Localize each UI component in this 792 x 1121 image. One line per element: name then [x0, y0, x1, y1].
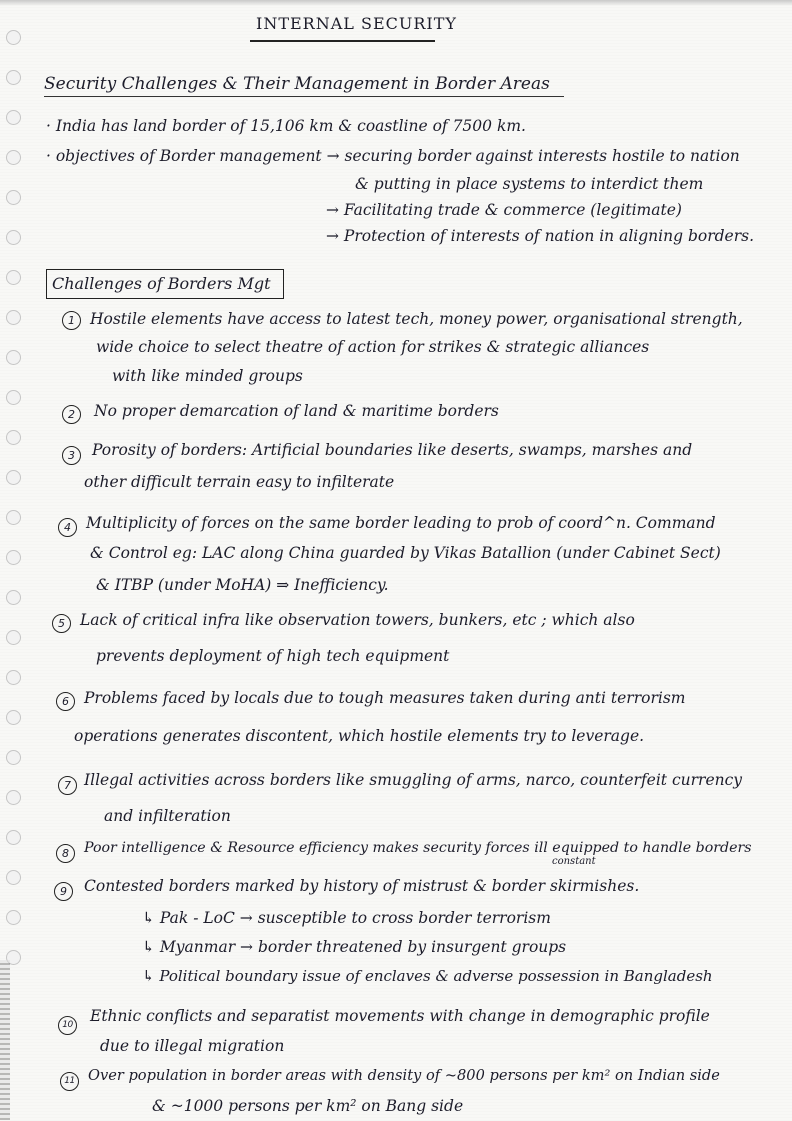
- challenges-heading: Challenges of Borders Mgt: [52, 274, 271, 293]
- sub-item: ↳ Political boundary issue of enclaves & adverse possession in Bangladesh: [142, 967, 713, 985]
- binder-hole: [6, 470, 21, 485]
- item-number: 9: [54, 882, 73, 901]
- page-title: INTERNAL SECURITY: [256, 14, 457, 33]
- item-line: & Control eg: LAC along China guarded by Vikas Batallion (under Cabinet Sect): [90, 544, 721, 562]
- item-number: 11: [60, 1072, 79, 1091]
- binder-hole: [6, 790, 21, 805]
- item-line: operations generates discontent, which hostile elements try to leverage.: [74, 727, 645, 745]
- scan-edge: [0, 960, 10, 1120]
- binder-hole: [6, 710, 21, 725]
- item-line: due to illegal migration: [100, 1037, 285, 1055]
- sub-item: ↳ Pak - LoC → susceptible to cross border terrorism: [142, 909, 551, 927]
- binder-hole: [6, 150, 21, 165]
- item-line: Problems faced by locals due to tough measures taken during anti terrorism: [84, 689, 686, 707]
- binder-holes: [2, 30, 28, 1110]
- binder-hole: [6, 510, 21, 525]
- item-number: 5: [52, 614, 71, 633]
- binder-hole: [6, 190, 21, 205]
- item-line: other difficult terrain easy to infilterate: [84, 473, 395, 491]
- item-number: 10: [58, 1016, 77, 1035]
- item-line: Ethnic conflicts and separatist movements with change in demographic profile: [90, 1007, 710, 1025]
- item-number: 1: [62, 311, 81, 330]
- binder-hole: [6, 30, 21, 45]
- section-heading: Security Challenges & Their Management in Border Areas: [44, 74, 550, 94]
- item-line: and infilteration: [104, 807, 231, 825]
- intro-objectives-line: · objectives of Border management → securing border against interests hostile to nation: [46, 147, 740, 165]
- intro-objectives-line: → Protection of interests of nation in aligning borders.: [326, 227, 754, 245]
- binder-hole: [6, 70, 21, 85]
- binder-hole: [6, 590, 21, 605]
- binder-hole: [6, 270, 21, 285]
- item-line: Lack of critical infra like observation towers, bunkers, etc ; which also: [80, 611, 635, 629]
- item-line: Contested borders marked by history of mistrust & border skirmishes.: [84, 877, 640, 895]
- item-line: Over population in border areas with density of ~800 persons per km² on Indian side: [88, 1067, 720, 1084]
- binder-hole: [6, 390, 21, 405]
- intro-objectives-line: → Facilitating trade & commerce (legitimate): [326, 201, 682, 219]
- binder-hole: [6, 830, 21, 845]
- item-number: 7: [58, 776, 77, 795]
- binder-hole: [6, 110, 21, 125]
- item-line: Illegal activities across borders like smuggling of arms, narco, counterfeit currency: [84, 771, 743, 789]
- binder-hole: [6, 230, 21, 245]
- item-line: wide choice to select theatre of action for strikes & strategic alliances: [96, 338, 650, 356]
- item-line: Poor intelligence & Resource efficiency makes security forces ill equipped to handle borders: [84, 840, 752, 856]
- item-line: Hostile elements have access to latest tech, money power, organisational strength,: [90, 310, 743, 328]
- intro-objectives-line: & putting in place systems to interdict them: [355, 175, 704, 193]
- item-line: with like minded groups: [112, 367, 303, 385]
- item-number: 2: [62, 405, 81, 424]
- title-underline: [250, 40, 435, 42]
- item-line: Multiplicity of forces on the same border leading to prob of coord^n. Command: [86, 514, 716, 532]
- section-underline: [44, 96, 564, 97]
- binder-hole: [6, 550, 21, 565]
- binder-hole: [6, 630, 21, 645]
- binder-hole: [6, 310, 21, 325]
- item-line: No proper demarcation of land & maritime borders: [94, 402, 499, 420]
- item-number: 6: [56, 692, 75, 711]
- item-line: Porosity of borders: Artificial boundaries like deserts, swamps, marshes and: [92, 441, 693, 459]
- item-line: & ITBP (under MoHA) ⇒ Inefficiency.: [96, 576, 389, 594]
- item-number: 8: [56, 844, 75, 863]
- item-line: & ~1000 persons per km² on Bang side: [152, 1097, 464, 1115]
- scan-shadow: [0, 0, 792, 6]
- sub-item: ↳ Myanmar → border threatened by insurgent groups: [142, 938, 567, 956]
- item-number: 4: [58, 518, 77, 537]
- binder-hole: [6, 910, 21, 925]
- binder-hole: [6, 430, 21, 445]
- binder-hole: [6, 670, 21, 685]
- item-line: prevents deployment of high tech equipment: [96, 647, 450, 665]
- binder-hole: [6, 350, 21, 365]
- insert-note: constant: [552, 856, 596, 867]
- item-number: 3: [62, 446, 81, 465]
- binder-hole: [6, 870, 21, 885]
- binder-hole: [6, 750, 21, 765]
- intro-border-line: · India has land border of 15,106 km & coastline of 7500 km.: [46, 117, 526, 135]
